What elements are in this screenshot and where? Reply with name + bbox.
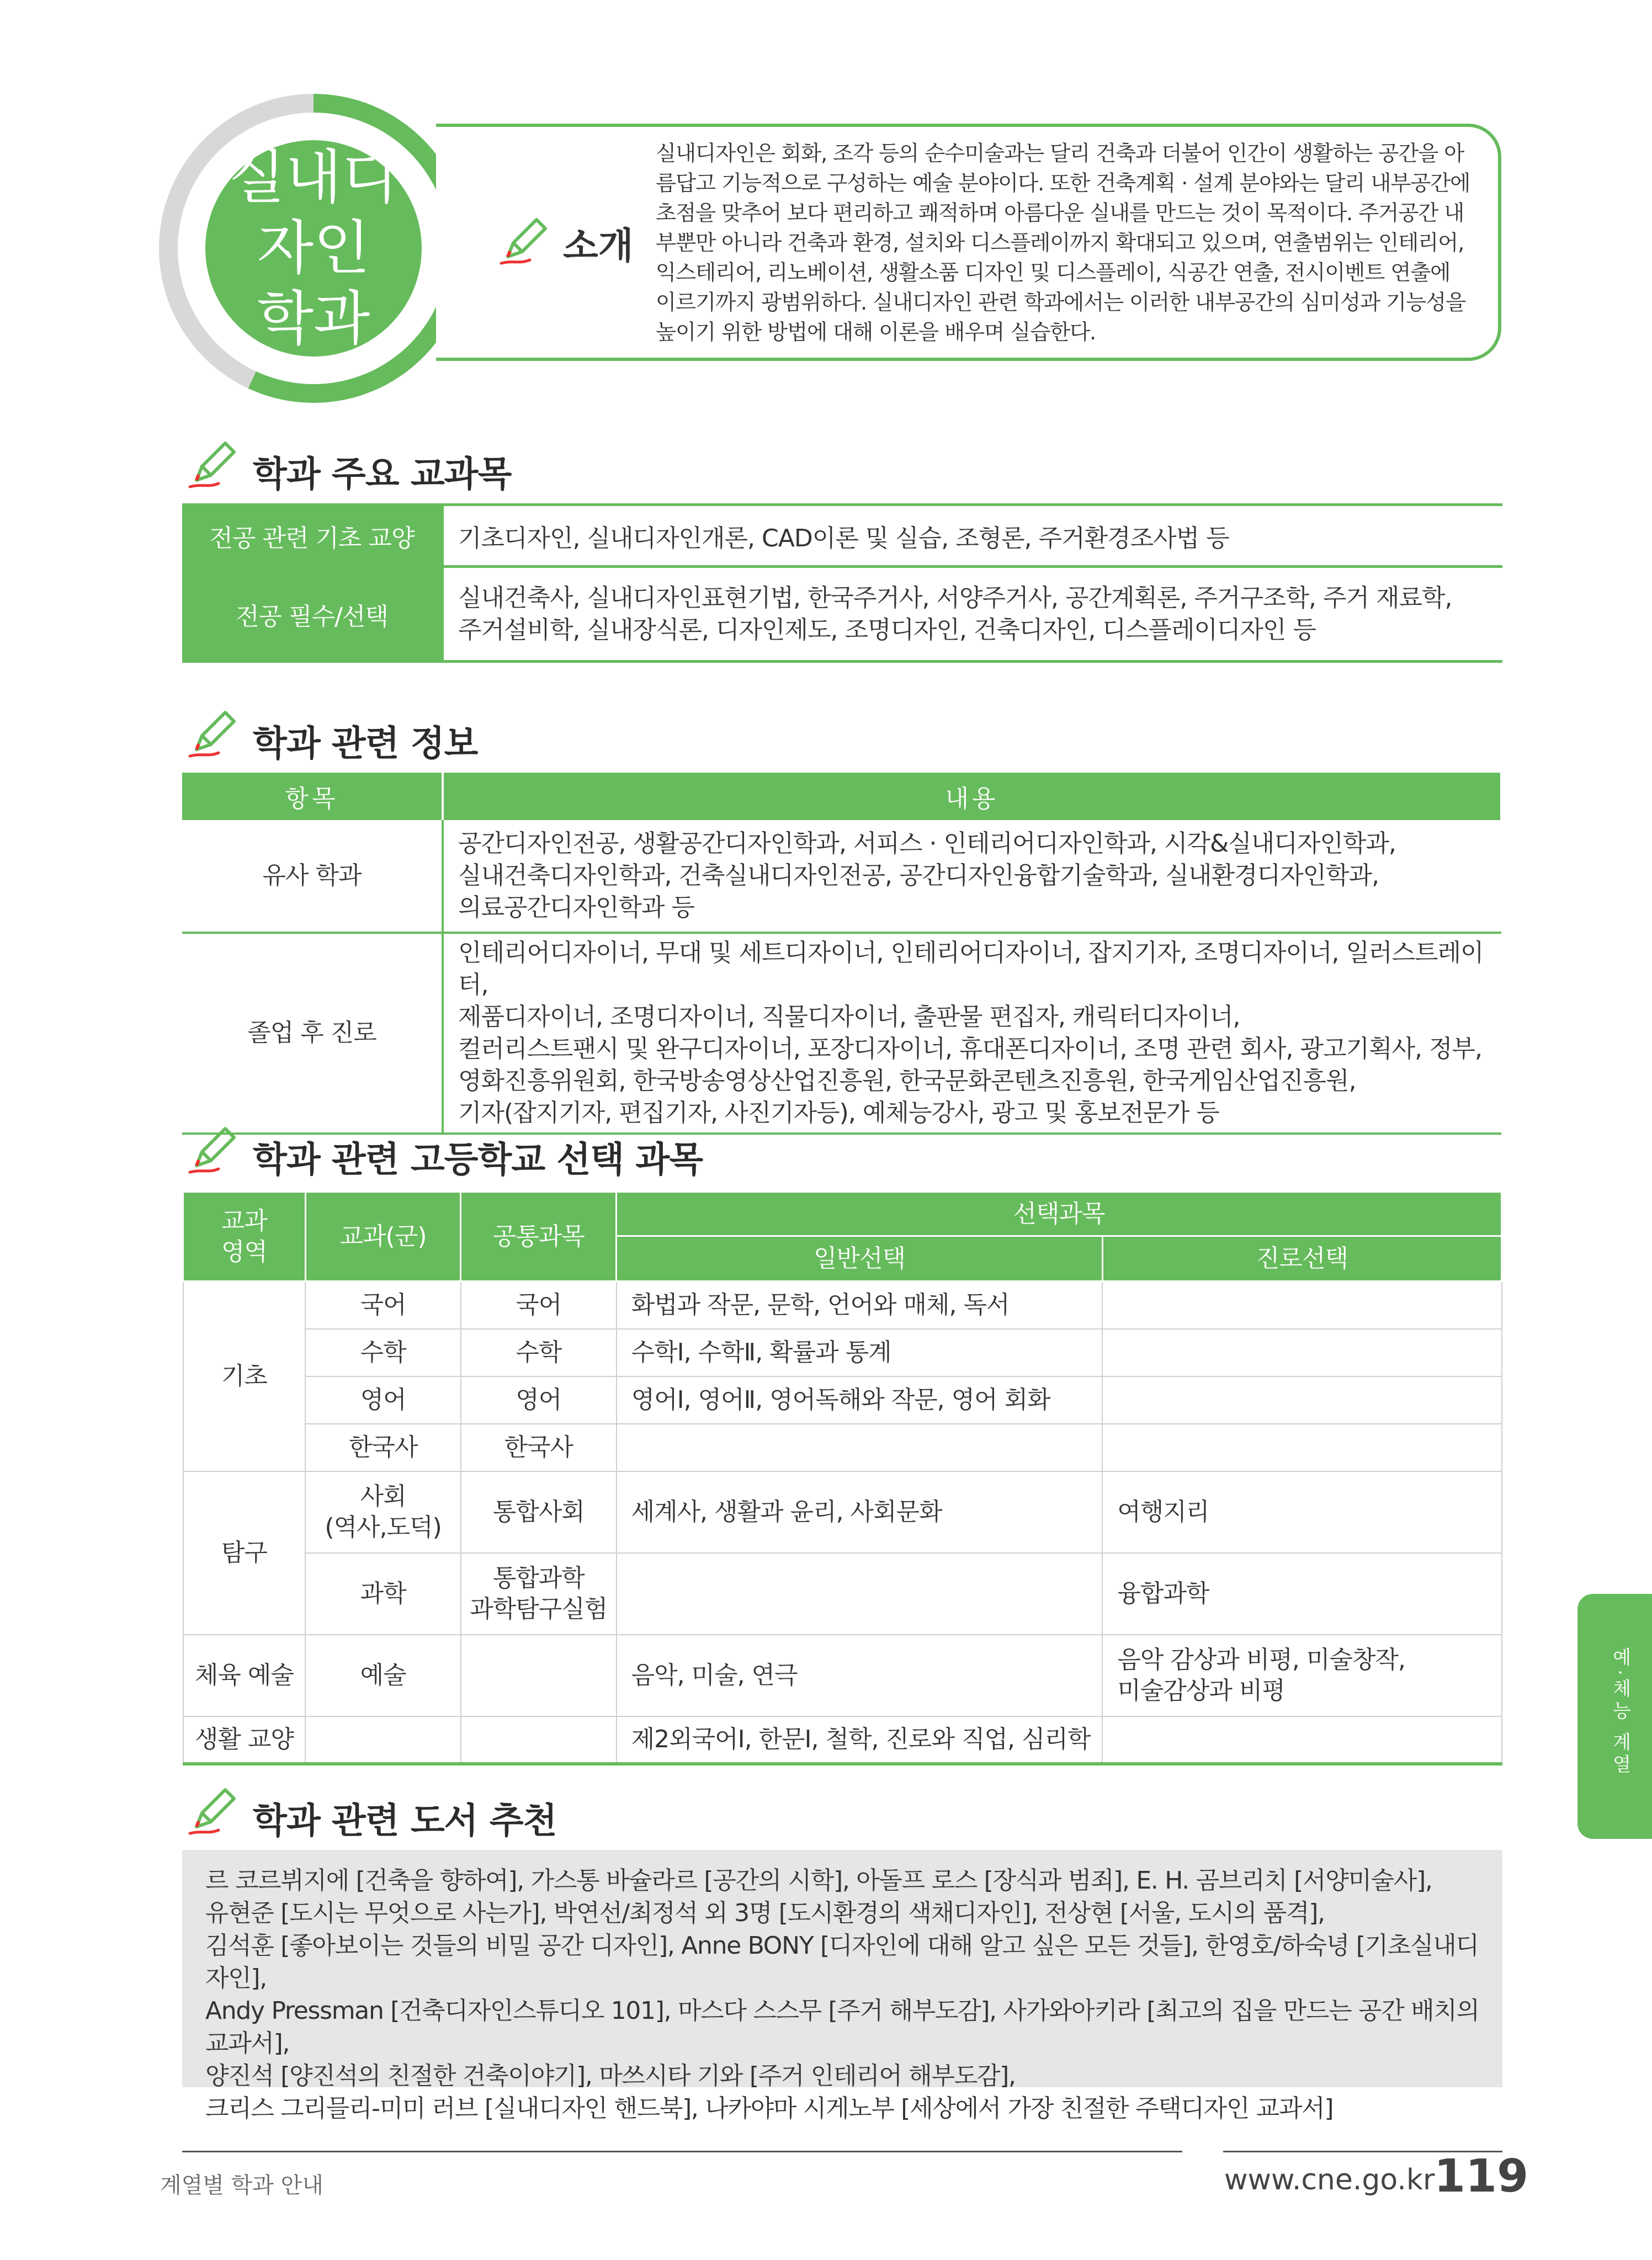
book-list (205, 1864, 1491, 2125)
common-line: 통합과학 (492, 1564, 585, 1592)
intro-label: 소개 (563, 225, 634, 267)
general-cell: 제2외국어Ⅰ, 한문Ⅰ, 철학, 진로와 직업, 심리학 (617, 1716, 1103, 1764)
info-content-similar (443, 820, 1501, 933)
general-cell (617, 1424, 1103, 1471)
general-cell: 세계사, 생활과 윤리, 사회문화 (617, 1471, 1103, 1553)
section-title-courses: 학과 주요 교과목 (253, 454, 512, 495)
general-cell: 음악, 미술, 연극 (617, 1635, 1103, 1716)
book-line: 양진석 [양진석의 친절한 건축이야기], 마쓰시타 기와 [주거 인테리어 해부도감], (205, 2062, 1016, 2090)
header-area-line1: 교과 (221, 1206, 267, 1235)
common-cell: 수학 (461, 1329, 617, 1376)
group-cell: 수학 (305, 1329, 461, 1376)
courses-label-major: 전공 필수/선택 (182, 567, 443, 662)
header-area-line2: 영역 (221, 1237, 267, 1266)
career-cell: 융합과학 (1102, 1553, 1501, 1635)
info-line: 컬러리스트팬시 및 완구디자이너, 포장디자이너, 휴대폰디자이너, 조명 관련 회사, 광고기획사, 정부, (458, 1035, 1482, 1063)
table-row (182, 505, 1502, 567)
career-cell (1102, 1329, 1501, 1376)
department-title-badge (205, 140, 422, 357)
table-row (183, 1424, 1502, 1471)
common-cell (461, 1716, 617, 1764)
group-cell: 영어 (305, 1376, 461, 1424)
group-line: 사회 (360, 1482, 406, 1511)
section-title-info: 학과 관련 정보 (253, 724, 478, 764)
area-inquiry: 탐구 (183, 1471, 306, 1635)
group-cell: 과학 (305, 1553, 461, 1635)
header-group: 교과(군) (305, 1192, 461, 1281)
book-line: Andy Pressman [건축디자인스튜디오 101], 마스다 스스무 [주거 해부도감], 사가와아키라 [최고의 집을 만드는 공간 배치의 교과서], (205, 1997, 1479, 2057)
group-cell: 한국사 (305, 1424, 461, 1471)
footer-url: www.cne.go.kr (1224, 2163, 1435, 2197)
common-line: 과학탐구실험 (470, 1594, 608, 1623)
table-header-row (183, 1192, 1502, 1236)
info-header-content: 내용 (443, 773, 1501, 820)
career-cell (1102, 1716, 1501, 1764)
career-cell: 여행지리 (1102, 1471, 1501, 1553)
common-cell (461, 1635, 617, 1716)
book-line: 르 코르뷔지에 [건축을 향하여], 가스통 바슐라르 [공간의 시학], 아돌프 로스 [장식과 범죄], E. H. 곰브리치 [서양미술사], (205, 1867, 1432, 1895)
courses-table (182, 503, 1502, 663)
header-career: 진로선택 (1102, 1236, 1501, 1281)
page-number: 119 (1434, 2150, 1529, 2203)
book-line: 크리스 그리믈리-미미 러브 [실내디자인 핸드북], 나카야마 시게노부 [세상에서 가장 친절한 주택디자인 교과서] (205, 2094, 1334, 2123)
info-label-similar: 유사 학과 (182, 820, 443, 933)
area-basic: 기초 (183, 1281, 306, 1471)
area-life: 생활 교양 (183, 1716, 306, 1764)
table-row (182, 820, 1501, 933)
intro-text: 실내디자인은 회화, 조각 등의 순수미술과는 달리 건축과 더불어 인간이 생활하는 공간을 아름답고 기능적으로 구성하는 예술 분야이다. 또한 건축계획 · 설계 분야와는 달리 내부공간에 초점을 맞추어 보다 편리하고 쾌적하며 아름다운 실내를 만드는 것이 목적이다. 주거공간 내부뿐만 아니라 건축과 환경, 설치와 디스플레이까지 확대되고 있으며, 연출범위는 인테리어, 익스테리어, 리노베이션, 생활소품 디자인 및 디스플레이, 식공간 연출, 전시이벤트 연출에 이르기까지 광범위하다. 실내디자인 관련 학과에서는 이러한 내부공간의 심미성과 기능성을 높이기 위한 방법에 대해 이론을 배우며 실습한다. (656, 141, 1470, 345)
career-line: 음악 감상과 비평, 미술창작, (1117, 1645, 1405, 1674)
department-title-line2: 학과 (257, 285, 370, 353)
area-arts: 체육 예술 (183, 1635, 306, 1716)
info-line: 실내건축디자인학과, 건축실내디자인전공, 공간디자인융합기술학과, 실내환경디자인학과, (458, 862, 1379, 890)
pencil-icon (185, 1121, 241, 1177)
career-line: 미술감상과 비평 (1117, 1676, 1285, 1705)
career-cell (1102, 1635, 1501, 1716)
general-cell: 영어Ⅰ, 영어Ⅱ, 영어독해와 작문, 영어 회화 (617, 1376, 1103, 1424)
common-cell: 영어 (461, 1376, 617, 1424)
group-cell (305, 1716, 461, 1764)
courses-label-basic: 전공 관련 기초 교양 (182, 505, 443, 567)
book-line: 유현준 [도시는 무엇으로 사는가], 박연선/최정석 외 3명 [도시환경의 색채디자인], 전상현 [서울, 도시의 품격], (205, 1899, 1325, 1927)
courses-content-major (443, 567, 1502, 662)
group-cell: 국어 (305, 1281, 461, 1329)
info-content-career (443, 933, 1501, 1134)
courses-content-basic: 기초디자인, 실내디자인개론, CAD이론 및 실습, 조형론, 주거환경조사법 등 (443, 505, 1502, 567)
section-title-books: 학과 관련 도서 추천 (253, 1801, 557, 1842)
table-row (183, 1635, 1502, 1716)
group-cell: 예술 (305, 1635, 461, 1716)
section-title-highschool: 학과 관련 고등학교 선택 과목 (253, 1140, 703, 1180)
footer-divider (182, 2151, 1182, 2152)
highschool-table (182, 1191, 1502, 1766)
table-row (182, 933, 1501, 1134)
table-header-row (182, 773, 1501, 820)
courses-content-line: 실내건축사, 실내디자인표현기법, 한국주거사, 서양주거사, 공간계획론, 주거구조학, 주거 재료학, (458, 583, 1452, 612)
pencil-icon (185, 1783, 241, 1838)
header-elective: 선택과목 (617, 1192, 1502, 1236)
pencil-icon (185, 436, 241, 491)
group-line: (역사,도덕) (325, 1513, 442, 1541)
table-row (183, 1281, 1502, 1329)
info-line: 공간디자인전공, 생활공간디자인학과, 서피스 · 인테리어디자인학과, 시각&실내디자인학과, (458, 829, 1396, 858)
general-cell: 수학Ⅰ, 수학Ⅱ, 확률과 통계 (617, 1329, 1103, 1376)
header-area (183, 1192, 306, 1281)
book-line: 김석훈 [좋아보이는 것들의 비밀 공간 디자인], Anne BONY [디자인에 대해 알고 싶은 모든 것들], 한영호/하숙녕 [기초실내디자인], (205, 1932, 1479, 1992)
courses-content-line: 주거설비학, 실내장식론, 디자인제도, 조명디자인, 건축디자인, 디스플레이디자인 등 (458, 615, 1316, 644)
pencil-icon (497, 212, 552, 268)
common-cell: 통합사회 (461, 1471, 617, 1553)
info-line: 기자(잡지기자, 편집기자, 사진기자등), 예체능강사, 광고 및 홍보전문가 등 (458, 1099, 1219, 1127)
table-row (182, 567, 1502, 662)
table-row (183, 1376, 1502, 1424)
table-row (183, 1716, 1502, 1764)
general-cell: 화법과 작문, 문학, 언어와 매체, 독서 (617, 1281, 1103, 1329)
table-row (183, 1471, 1502, 1553)
general-cell (617, 1553, 1103, 1635)
table-row (183, 1553, 1502, 1635)
info-header-item: 항목 (182, 773, 443, 820)
group-cell (305, 1471, 461, 1553)
pencil-icon (185, 705, 241, 761)
header-common: 공통과목 (461, 1192, 617, 1281)
info-label-career: 졸업 후 진로 (182, 933, 443, 1134)
common-cell: 국어 (461, 1281, 617, 1329)
info-line: 영화진흥위원회, 한국방송영상산업진흥원, 한국문화콘텐츠진흥원, 한국게임산업진흥원, (458, 1067, 1356, 1095)
header-general: 일반선택 (617, 1236, 1103, 1281)
table-row (183, 1329, 1502, 1376)
info-line: 인테리어디자이너, 무대 및 세트디자이너, 인테리어디자이너, 잡지기자, 조명디자이너, 일러스트레이터, (458, 939, 1484, 999)
info-line: 의료공간디자인학과 등 (458, 894, 695, 922)
career-cell (1102, 1376, 1501, 1424)
category-side-tab-label: 예·체능 계열 (1609, 1647, 1631, 1777)
info-line: 제품디자이너, 조명디자이너, 직물디자이너, 출판물 편집자, 캐릭터디자이너, (458, 1003, 1240, 1031)
common-cell: 한국사 (461, 1424, 617, 1471)
department-title-line1: 실내디자인 (229, 143, 399, 282)
info-table (182, 773, 1502, 1135)
footer-section-name: 계열별 학과 안내 (160, 2173, 323, 2198)
career-cell (1102, 1424, 1501, 1471)
career-cell (1102, 1281, 1501, 1329)
common-cell (461, 1553, 617, 1635)
